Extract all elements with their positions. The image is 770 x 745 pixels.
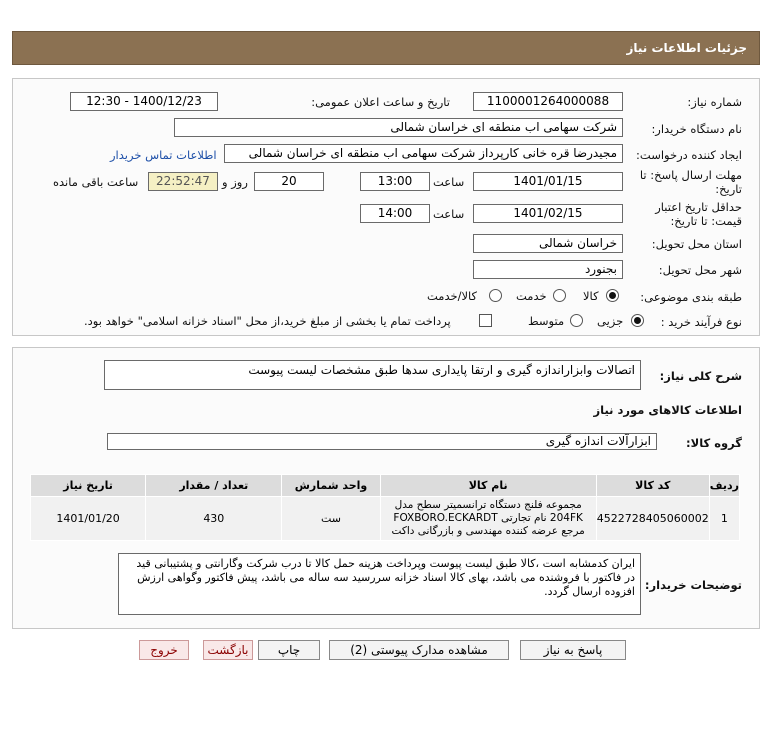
goods-group-field: ابزارآلات اندازه گیری	[107, 433, 657, 450]
table-row	[31, 497, 740, 541]
col-qty: تعداد / مقدار	[146, 475, 282, 497]
process-label: نوع فرآیند خرید :	[660, 315, 742, 329]
goods-group-label: گروه کالا:	[686, 436, 742, 450]
city-field: بجنورد	[473, 260, 623, 279]
category-label: طبقه بندی موضوعی:	[640, 290, 742, 304]
remaining-time-field: 22:52:47	[148, 172, 218, 191]
cell-unit: ست	[282, 497, 380, 541]
summary-label: شرح کلی نیاز:	[659, 369, 742, 383]
summary-field: اتصالات وابزاراندازه گیری و ارتقا پایداری سدها طبق مشخصات لیست پیوست	[104, 360, 641, 390]
goods-table	[30, 474, 740, 541]
treasury-payment-note: پرداخت تمام یا بخشی از مبلغ خرید،از محل "اسناد خزانه اسلامی" خواهد بود.	[84, 314, 451, 328]
process-option-medium: متوسط	[528, 314, 565, 328]
cell-code: 4522728405060002	[596, 497, 709, 541]
cell-date: 1401/01/20	[31, 497, 146, 541]
buyer-contact-link[interactable]: اطلاعات تماس خریدار	[110, 148, 217, 162]
category-option-service: خدمت	[516, 289, 547, 303]
print-button[interactable]: چاپ	[258, 640, 320, 660]
col-name: نام کالا	[380, 475, 596, 497]
process-option-minor: جزیی	[597, 314, 624, 328]
back-button[interactable]: بازگشت	[203, 640, 253, 660]
category-radio-goods[interactable]	[606, 289, 619, 302]
validity-label: حداقل تاریخ اعتبار	[655, 200, 742, 214]
days-label: روز و	[222, 175, 248, 189]
page-title: جزئیات اطلاعات نیاز	[626, 41, 747, 55]
cell-qty: 430	[146, 497, 282, 541]
reply-deadline-label-2: تاریخ:	[715, 182, 742, 196]
buyer-notes-field: ایران کدمشابه است ،کالا طبق لیست پیوست وپرداخت هزینه حمل کالا تا درب شرکت وگارانتی و پشتیبانی قید در فاکتور با فروشنده می باشد، بهای کالا اسناد خزانه سررسید سه ساله می باشد، پیش فاکتور وگواهی ارزش افزوده ارسال گردد.	[118, 553, 641, 615]
validity-time-label: ساعت	[433, 207, 465, 221]
need-number-label: شماره نیاز:	[687, 95, 742, 109]
exit-button[interactable]: خروج	[139, 640, 189, 660]
col-row: ردیف	[709, 475, 739, 497]
announce-date-field: 1400/12/23 - 12:30	[70, 92, 218, 111]
validity-time-field: 14:00	[360, 204, 430, 223]
validity-date-field: 1401/02/15	[473, 204, 623, 223]
cell-name: مجموعه فلنج دستگاه ترانسمیتر سطح مدل 204FK نام تجارتی FOXBORO.ECKARDT مرجع عرضه کننده مهندسی و بازرگانی داکت	[380, 497, 596, 541]
process-radio-minor[interactable]	[631, 314, 644, 327]
buyer-label: نام دستگاه خریدار:	[651, 122, 742, 136]
cell-row: 1	[709, 497, 739, 541]
page-header	[12, 31, 760, 65]
reply-date-field: 1401/01/15	[473, 172, 623, 191]
creator-label: ایجاد کننده درخواست:	[636, 148, 742, 162]
col-unit: واحد شمارش	[282, 475, 380, 497]
validity-label-2: قیمت: تا تاریخ:	[670, 214, 742, 228]
reply-time-label: ساعت	[433, 175, 465, 189]
treasury-payment-checkbox[interactable]	[479, 314, 492, 327]
col-code: کد کالا	[596, 475, 709, 497]
remaining-time-label: ساعت باقی مانده	[53, 175, 139, 189]
category-radio-service[interactable]	[553, 289, 566, 302]
creator-field: مجیدرضا قره خانی کارپرداز شرکت سهامی اب منطقه ای خراسان شمالی	[224, 144, 623, 163]
category-radio-both[interactable]	[489, 289, 502, 302]
announce-date-label: تاریخ و ساعت اعلان عمومی:	[311, 95, 450, 109]
need-number-field: 1100001264000088	[473, 92, 623, 111]
province-label: استان محل تحویل:	[651, 237, 742, 251]
process-radio-medium[interactable]	[570, 314, 583, 327]
goods-section-title: اطلاعات کالاهای مورد نیاز	[593, 403, 742, 417]
buyer-field: شرکت سهامی اب منطقه ای خراسان شمالی	[174, 118, 623, 137]
reply-deadline-label: مهلت ارسال پاسخ: تا	[639, 168, 742, 182]
days-field: 20	[254, 172, 324, 191]
reply-time-field: 13:00	[360, 172, 430, 191]
category-option-goods: کالا	[583, 289, 599, 303]
reply-button[interactable]: پاسخ به نیاز	[520, 640, 626, 660]
col-date: تاریخ نیاز	[31, 475, 146, 497]
category-option-both: کالا/خدمت	[427, 289, 478, 303]
buyer-notes-label: توضیحات خریدار:	[644, 578, 742, 592]
city-label: شهر محل تحویل:	[658, 263, 742, 277]
province-field: خراسان شمالی	[473, 234, 623, 253]
view-attachments-button[interactable]: مشاهده مدارک پیوستی (2)	[329, 640, 509, 660]
